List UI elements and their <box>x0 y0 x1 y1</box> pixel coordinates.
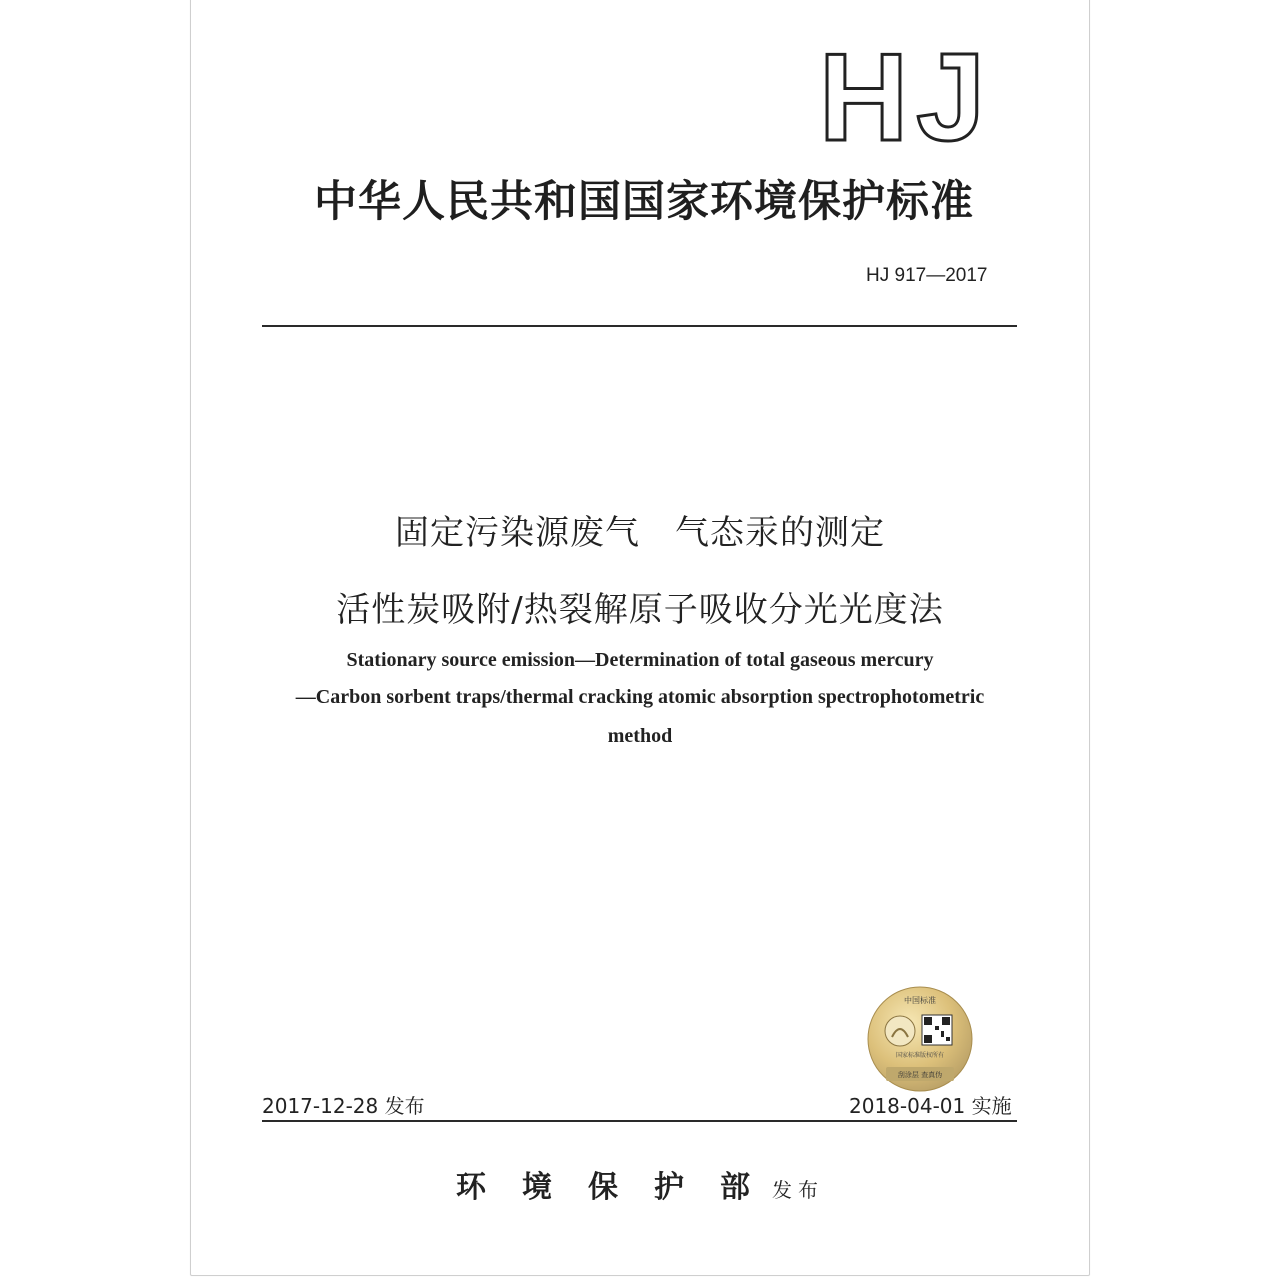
standard-category: 中华人民共和国国家环境保护标准 <box>314 177 974 227</box>
bottom-divider <box>262 1120 1017 1122</box>
title-en-line1: Stationary source emission—Determination of total gaseous mercury <box>346 649 934 671</box>
publisher <box>0 1162 1280 1206</box>
seal-code-text: 国家标准版权所有 <box>895 1052 945 1059</box>
title-cn-line2: 活性炭吸附/热裂解原子吸收分光光度法 <box>336 590 944 630</box>
title-cn-line1: 固定污染源废气 气态汞的测定 <box>395 513 885 553</box>
seal-bottom-text: 刮涂层 查真伪 <box>897 1071 943 1079</box>
title-en-line2: —Carbon sorbent traps/thermal cracking atomic absorption spectrophotometric <box>295 686 985 708</box>
publisher-suffix: 发布 <box>772 1178 824 1202</box>
anti-counterfeit-seal <box>866 985 974 1093</box>
issue-date: 2017-12-28 发布 <box>262 1094 425 1118</box>
seal-top-text: 中国标准 <box>904 996 936 1005</box>
top-divider <box>262 325 1017 327</box>
publisher-org: 环境保护部 <box>456 1170 786 1205</box>
effective-date: 2018-04-01 实施 <box>849 1094 1012 1118</box>
title-en-line3: method <box>607 725 673 747</box>
hj-logo <box>806 40 1006 150</box>
hj-logo-text: HJ <box>818 40 994 150</box>
standard-code: HJ 917—2017 <box>866 265 988 286</box>
